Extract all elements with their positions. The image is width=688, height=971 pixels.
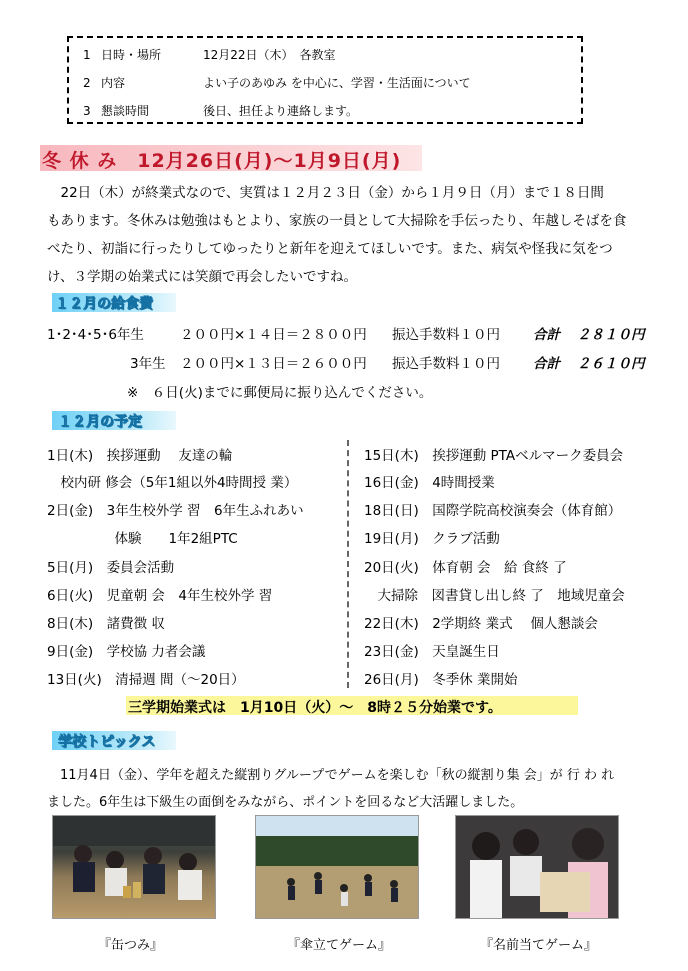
info-num: 2 (83, 76, 91, 90)
schedule-left-item: 5日(月) 委員会活動 (47, 560, 175, 576)
fee-note: ※ ６日(火)までに郵便局に振り込んでください。 (127, 385, 433, 401)
info-row (83, 74, 471, 91)
photo-can-stacking (52, 815, 216, 919)
winter-paragraph-line: べたり、初詣に行ったりしてゆったりと新年を迎えてほしいです。また、病気や怪我に気をつ (47, 241, 613, 257)
schedule-left-item: 8日(木) 諸費徴 収 (47, 616, 165, 632)
fee-transfer: 振込手数料１０円 (392, 356, 500, 372)
lunch-heading: １２月の給食費 (55, 296, 153, 312)
fee-total: ２６１０円 (577, 356, 645, 372)
schedule-right-item: 大掃除 図書貸し出し終 了 地域児童会 (364, 588, 625, 604)
schedule-left-item: 校内研 修会（5年1組以外4時間授 業） (47, 475, 298, 491)
photo-name-guessing-game (455, 815, 619, 919)
fee-calc: ２００円×１４日＝２８００円 (180, 327, 367, 343)
fee-total-label: 合計 (533, 356, 560, 372)
term-start-notice: 三学期始業式は 1月10日（火）～ 8時２５分始業です。 (128, 700, 502, 716)
info-num: 1 (83, 48, 91, 62)
caption-name-guessing-game: 『名前当てゲーム』 (480, 938, 598, 953)
fee-grade: 3年生 (130, 356, 166, 372)
photo-umbrella-game-image (256, 816, 418, 918)
winter-paragraph-line: もあります。冬休みは勉強はもとより、家族の一員として大掃除を手伝ったり、年越しそばを食 (47, 213, 627, 229)
info-key: 内容 (101, 76, 126, 90)
schedule-right-item: 18日(日) 国際学院高校演奏会（体育館） (364, 503, 622, 519)
info-value: よい子のあゆみ を中心に、学習・生活面について (203, 76, 471, 90)
schedule-right-item: 16日(金) 4時間授業 (364, 475, 495, 491)
photo-name-guessing-game-image (456, 816, 618, 918)
caption-can-stacking: 『缶つみ』 (98, 938, 164, 953)
fee-total-label: 合計 (533, 327, 560, 343)
schedule-right-item: 26日(月) 冬季休 業開始 (364, 672, 518, 688)
photo-umbrella-game (255, 815, 419, 919)
info-num: 3 (83, 104, 91, 118)
schedule-left-item: 体験 1年2組PTC (47, 531, 238, 547)
schedule-right-item: 20日(火) 体育朝 会 給 食終 了 (364, 560, 567, 576)
meeting-info-box (67, 36, 583, 124)
topics-line: 11月4日（金）、学年を超えた縦割りグループでゲームを楽しむ「秋の縦割り集 会」が 行 わ れ (47, 768, 615, 783)
schedule-left-item: 6日(火) 児童朝 会 4年生校外学 習 (47, 588, 273, 604)
schedule-left-item: 9日(金) 学校協 力者会議 (47, 644, 206, 660)
info-value: 後日、担任より連絡します。 (203, 104, 359, 118)
schedule-right-item: 15日(木) 挨拶運動 PTAベルマーク委員会 (364, 448, 624, 464)
schedule-right-item: 19日(月) クラブ活動 (364, 531, 500, 547)
info-key: 懇談時間 (101, 104, 150, 118)
schedule-left-item: 2日(金) 3年生校外学 習 6年生ふれあい (47, 503, 304, 519)
winter-title: 冬 休 み 12月26日(月)～1月9日(月) (42, 150, 402, 172)
fee-total: ２８１０円 (577, 327, 645, 343)
photo-can-stacking-image (53, 816, 215, 918)
topics-line: ました。6年生は下級生の面倒をみながら、ポイントを回るなど大活躍しました。 (47, 795, 524, 810)
schedule-divider (347, 440, 349, 688)
info-key: 日時・場所 (101, 48, 162, 62)
caption-umbrella-game: 『傘立てゲーム』 (287, 938, 392, 953)
schedule-left-item: 1日(木) 挨拶運動 友達の輪 (47, 448, 233, 464)
fee-grade: 1･2･4･5･6年生 (47, 327, 144, 343)
topics-heading: 学校トピックス (58, 734, 156, 750)
info-value: 12月22日（木） 各教室 (203, 48, 336, 62)
schedule-right-item: 23日(金) 天皇誕生日 (364, 644, 500, 660)
info-row (83, 46, 336, 63)
fee-transfer: 振込手数料１０円 (392, 327, 500, 343)
schedule-right-item: 22日(木) 2学期終 業式 個人懇談会 (364, 616, 598, 632)
winter-paragraph-line: 22日（木）が終業式なので、実質は１２月２３日（金）から１月９日（月）まで１８日間 (47, 185, 604, 201)
fee-calc: ２００円×１３日＝２６００円 (180, 356, 367, 372)
info-row (83, 102, 358, 119)
schedule-left-item: 13日(火) 清掃週 間（～20日） (47, 672, 245, 688)
winter-paragraph-line: け、３学期の始業式には笑顔で再会したいですね。 (47, 269, 357, 285)
schedule-heading: １２月の予定 (58, 414, 142, 430)
